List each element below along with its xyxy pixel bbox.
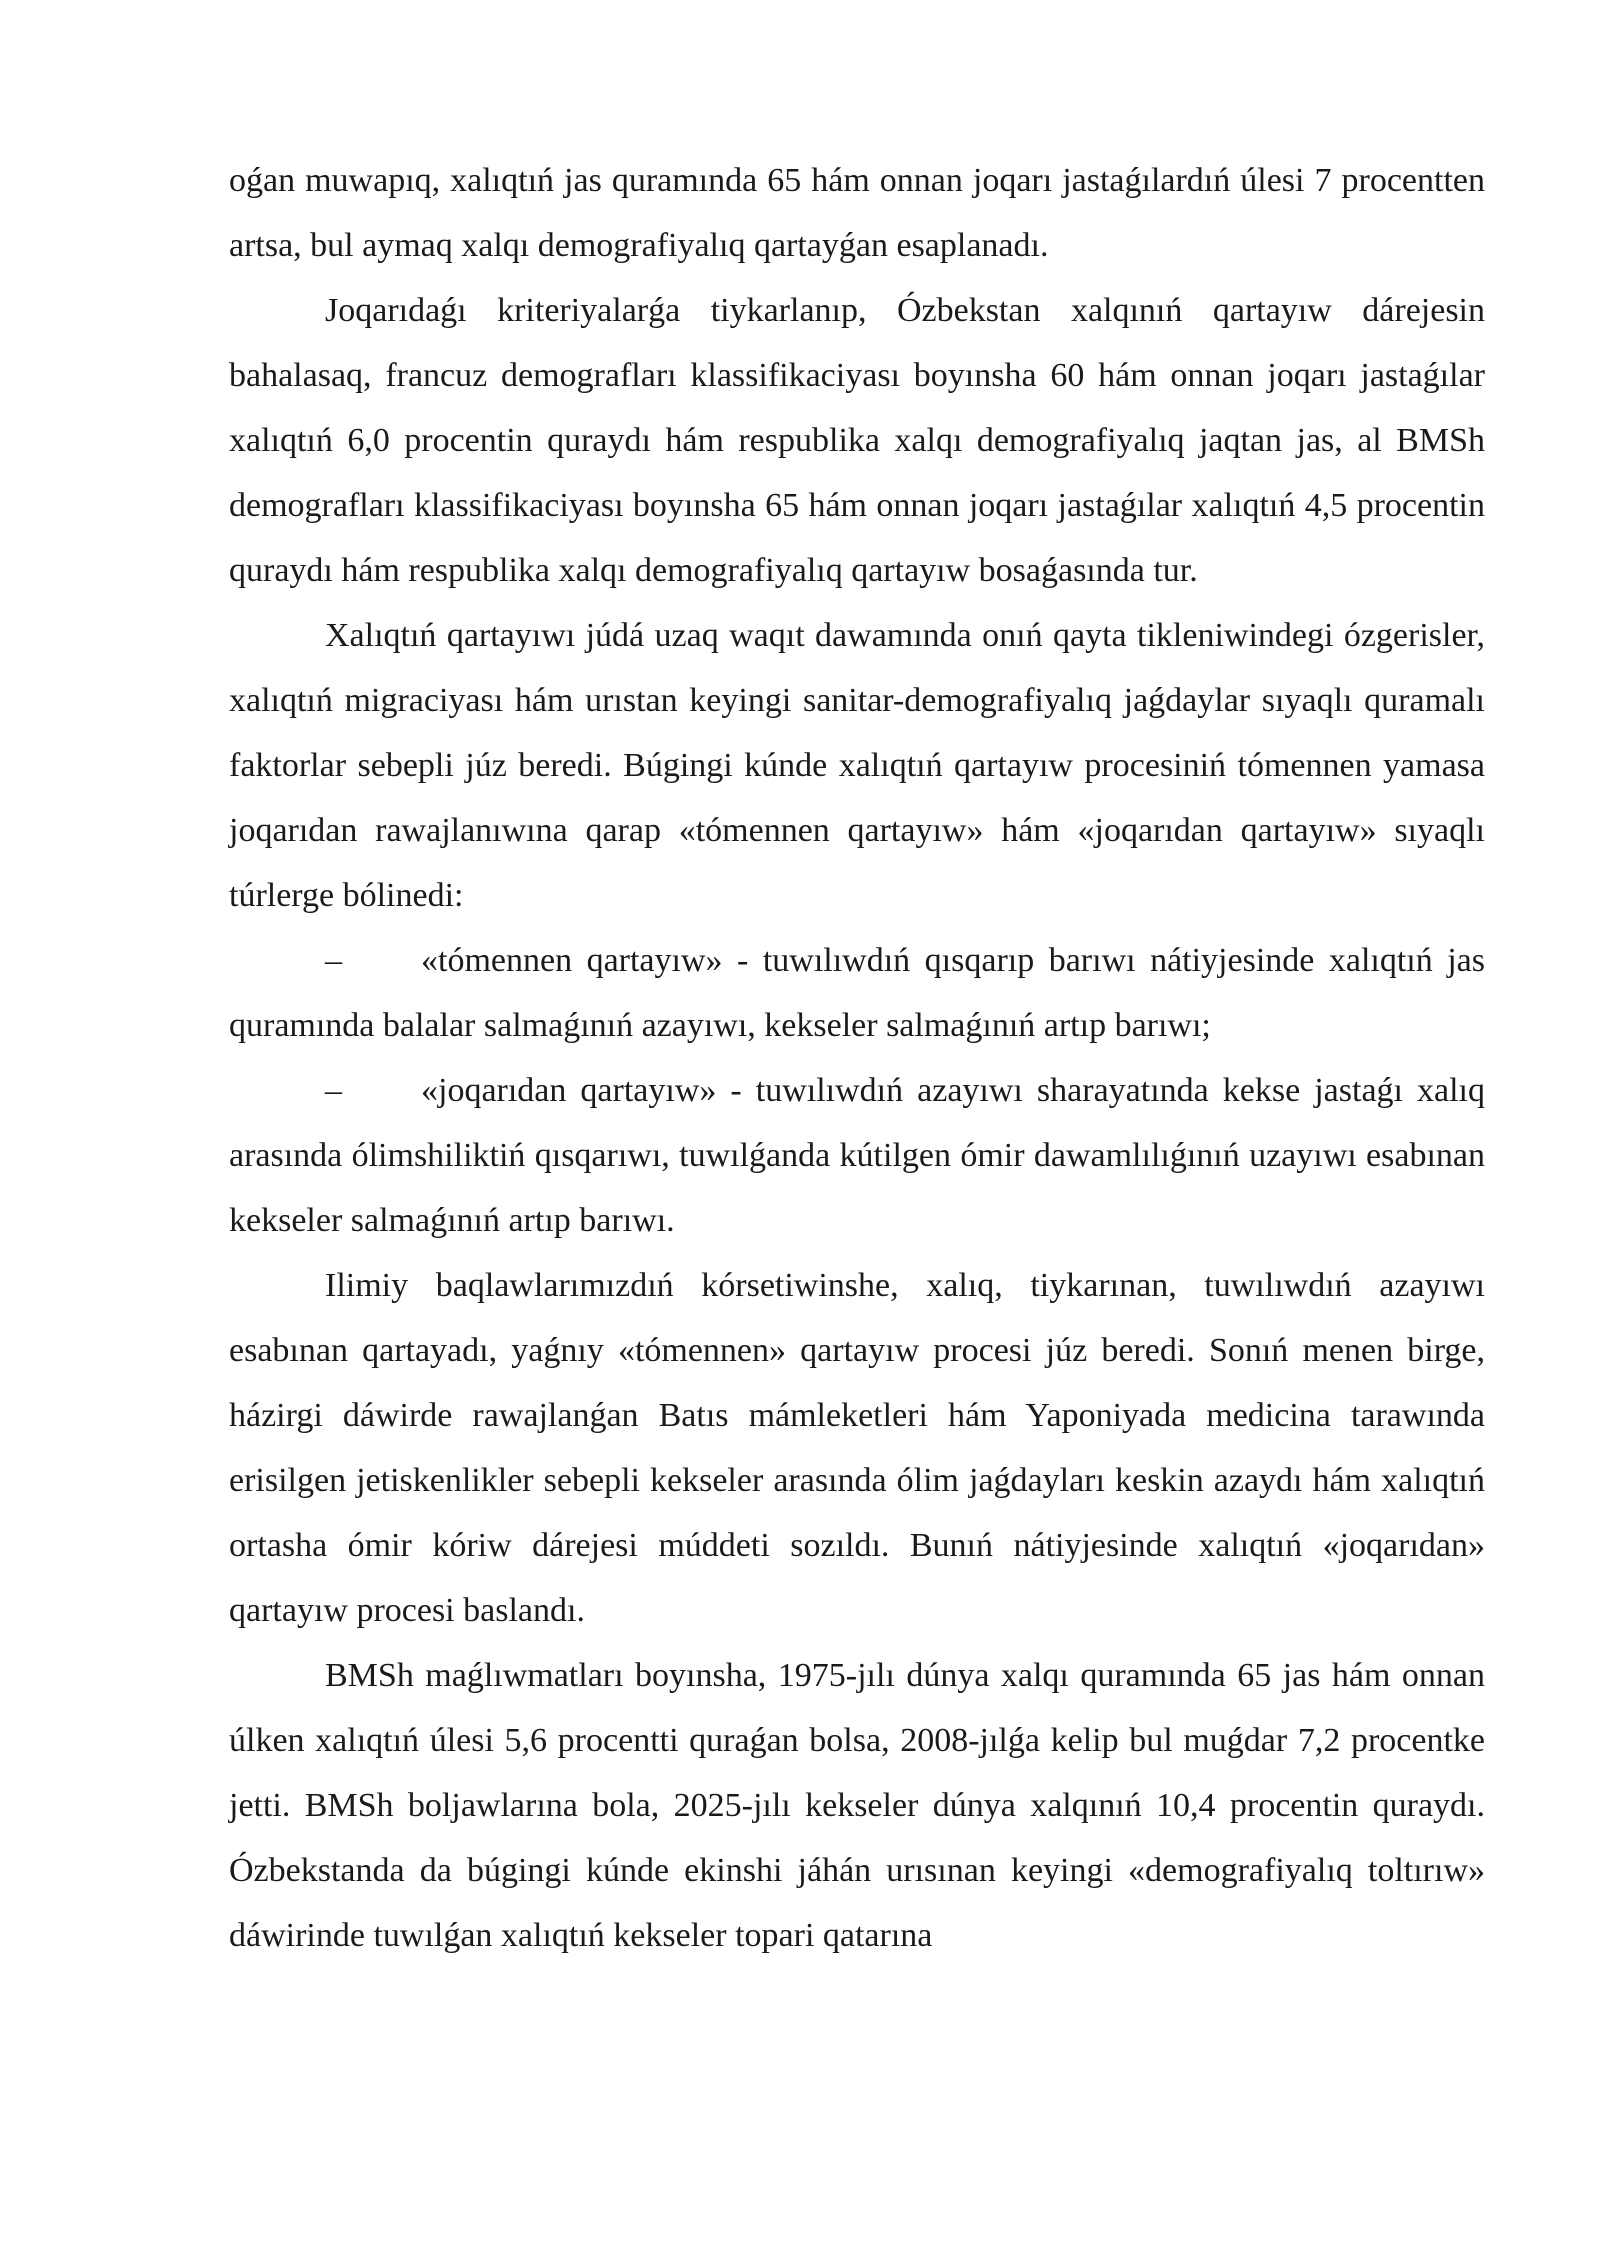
paragraph-aging-types: Xalıqtıń qartayıwı júdá uzaq waqıt dawamında onıń qayta tikleniwindegi ózgerisler, xalıqtıń migraciyası hám urıstan keyingi sanitar-demografiyalıq jaǵdaylar sıyaqlı quramalı faktorlar sebepli júz beredi. Búgingi kúnde xalıqtıń qartayıw procesiniń tómennen yamasa joqarıdan rawajlanıwına qarap «tómennen qartayıw» hám «joqarıdan qartayıw» sıyaqlı túrlerge bólinedi: xyxy=(229,617,1485,914)
list-item-aging-from-below xyxy=(229,928,1485,1058)
list-dash-marker: – xyxy=(325,1072,342,1109)
paragraph-research-observations: Ilimiy baqlawlarımızdıń kórsetiwinshe, xalıq, tiykarınan, tuwılıwdıń azayıwı esabınan qartayadı, yaǵnıy «tómennen» qartayıw procesi júz beredi. Sonıń menen birge, házirgi dáwirde rawajlanǵan Batıs mámleketleri hám Yaponiyada medicina tarawında erisilgen jetiskenlikler sebepli kekseler arasında ólim jaǵdayları keskin azaydı hám xalıqtıń ortasha ómir kóriw dárejesi múddeti sozıldı. Bunıń nátiyjesinde xalıqtıń «joqarıdan» qartayıw procesi baslandı. xyxy=(229,1267,1485,1629)
list-dash-marker: – xyxy=(325,942,342,979)
list-item-text: «joqarıdan qartayıw» - tuwılıwdıń azayıwı sharayatında kekse jastaǵı xalıq arasında ólimshiliktiń qısqarıwı, tuwılǵanda kútilgen ómir dawamlılıǵınıń uzayıwı esabınan kekseler salmaǵınıń artıp barıwı. xyxy=(229,1072,1485,1239)
list-item-text: «tómennen qartayıw» - tuwılıwdıń qısqarıp barıwı nátiyjesinde xalıqtıń jas quramında balalar salmaǵınıń azayıwı, kekseler salmaǵınıń artıp barıwı; xyxy=(229,942,1485,1044)
list-item-aging-from-above xyxy=(229,1058,1485,1253)
document-body xyxy=(229,148,1485,1968)
paragraph-un-statistics: BMSh maǵlıwmatları boyınsha, 1975-jılı dúnya xalqı quramında 65 jas hám onnan úlken xalıqtıń úlesi 5,6 procentti quraǵan bolsa, 2008-jılǵa kelip bul muǵdar 7,2 procentke jetti. BMSh boljawlarına bola, 2025-jılı kekseler dúnya xalqınıń 10,4 procentin quraydı. Ózbekstanda da búgingi kúnde ekinshi jáhán urısınan keyingi «demografiyalıq toltırıw» dáwirinde tuwılǵan xalıqtıń kekseler topari qatarına xyxy=(229,1657,1485,1954)
paragraph-aging-criteria: Joqarıdaǵı kriteriyalarǵa tiykarlanıp, Ózbekstan xalqınıń qartayıw dárejesin bahalasaq, francuz demografları klassifikaciyası boyınsha 60 hám onnan joqarı jastaǵılar xalıqtıń 6,0 procentin quraydı hám respublika xalqı demografiyalıq jaqtan jas, al BMSh demografları klassifikaciyası boyınsha 65 hám onnan joqarı jastaǵılar xalıqtıń 4,5 procentin quraydı hám respublika xalqı demografiyalıq qartayıw bosaǵasında tur. xyxy=(229,292,1485,589)
paragraph-continuation: oǵan muwapıq, xalıqtıń jas quramında 65 hám onnan joqarı jastaǵılardıń úlesi 7 procentten artsa, bul aymaq xalqı demografiyalıq qartayǵan esaplanadı. xyxy=(229,162,1485,264)
